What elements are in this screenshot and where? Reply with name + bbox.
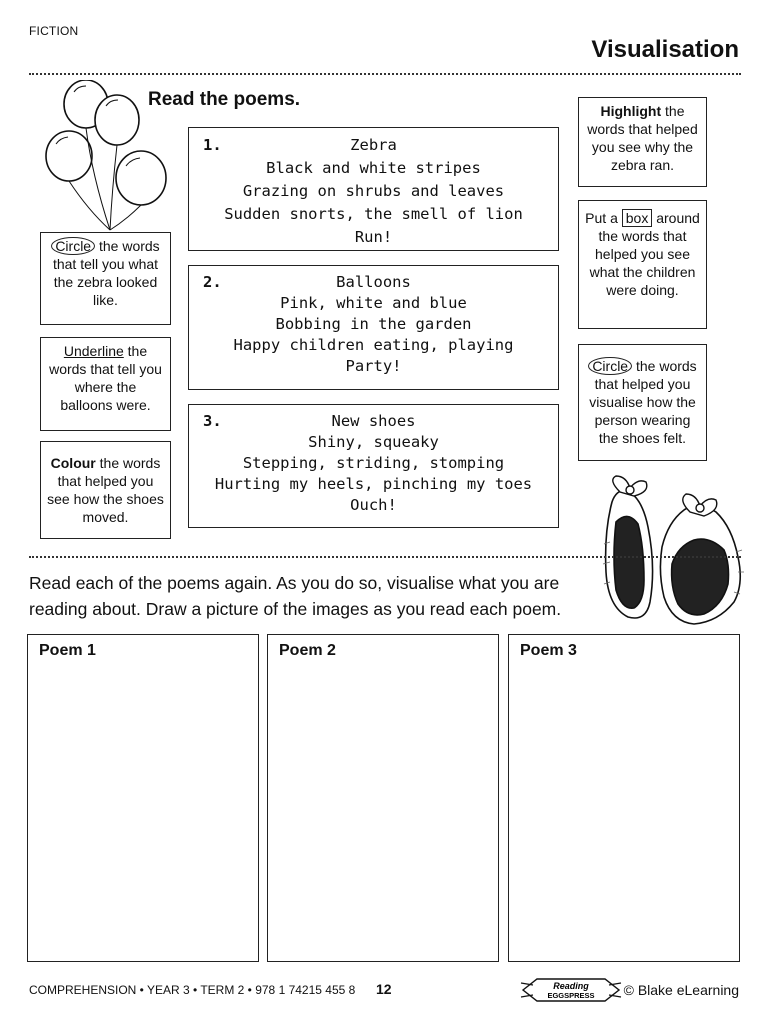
instruction-box-underline-balloons bbox=[40, 337, 171, 431]
logo-text-top: Reading bbox=[553, 981, 589, 991]
drawing-box-label: Poem 1 bbox=[39, 642, 96, 659]
category-label: FICTION bbox=[29, 24, 79, 38]
instruction-text: around the words that helped you see what the children were doing. bbox=[589, 210, 700, 298]
poem-number: 1. bbox=[203, 136, 222, 154]
poem-title: New shoes bbox=[331, 412, 416, 430]
page-number: 12 bbox=[376, 981, 392, 997]
instruction-box-box-children bbox=[578, 200, 707, 329]
drawing-instructions: Read each of the poems again. As you do so, visualise what you are reading about. Draw a picture of the images as you read each poem. bbox=[29, 573, 562, 619]
footer-publication-info: COMPREHENSION • YEAR 3 • TERM 2 • 978 1 74215 455 8 bbox=[29, 983, 356, 997]
underline-keyword: Underline bbox=[63, 343, 124, 359]
poem-line: Black and white stripes bbox=[266, 159, 481, 177]
instruction-text: the words that helped you see how the shoes moved. bbox=[47, 455, 164, 525]
instruction-box-highlight-zebra bbox=[578, 97, 707, 187]
poem-line: Stepping, striding, stomping bbox=[242, 454, 505, 472]
drawing-box-poem-3[interactable] bbox=[508, 634, 740, 962]
poem-line: Grazing on shrubs and leaves bbox=[242, 182, 505, 200]
poem-line: Shiny, squeaky bbox=[308, 433, 439, 451]
poem-line: Bobbing in the garden bbox=[275, 315, 472, 333]
poem-line: Ouch! bbox=[350, 496, 397, 514]
poem-line: Happy children eating, playing bbox=[233, 336, 514, 354]
instruction-text: the words that helped you see why the zebra ran. bbox=[587, 103, 698, 173]
middle-divider bbox=[29, 556, 741, 558]
drawing-box-label: Poem 2 bbox=[279, 642, 336, 659]
top-divider bbox=[29, 73, 741, 75]
circle-keyword: Circle bbox=[51, 237, 95, 255]
copyright-text: © Blake eLearning bbox=[623, 982, 739, 998]
page-title: Visualisation bbox=[591, 36, 739, 63]
poem-line: Pink, white and blue bbox=[280, 294, 467, 312]
drawing-box-poem-2[interactable] bbox=[267, 634, 499, 962]
reading-eggspress-logo bbox=[519, 973, 623, 1007]
section-heading: Read the poems. bbox=[148, 89, 301, 110]
instruction-box-circle-zebra bbox=[40, 232, 171, 325]
poem-title: Zebra bbox=[350, 136, 397, 154]
colour-keyword: Colour bbox=[50, 455, 96, 471]
poem-number: 3. bbox=[203, 412, 222, 430]
poem-box-1 bbox=[188, 127, 559, 251]
instruction-text: the words that tell you what the zebra looked like. bbox=[52, 238, 160, 308]
instruction-text: Put a bbox=[585, 210, 622, 226]
poem-line: Hurting my heels, pinching my toes bbox=[214, 475, 533, 493]
drawing-box-label: Poem 3 bbox=[520, 642, 577, 659]
poem-line: Run! bbox=[354, 228, 393, 246]
instruction-text: the words that tell you where the balloons were. bbox=[49, 343, 162, 413]
logo-text-bottom: EGGSPRESS bbox=[547, 991, 595, 1000]
highlight-keyword: Highlight bbox=[600, 103, 662, 119]
circle-keyword: Circle bbox=[588, 357, 632, 375]
poem-number: 2. bbox=[203, 273, 222, 291]
drawing-box-poem-1[interactable] bbox=[27, 634, 259, 962]
shoes-illustration bbox=[598, 472, 744, 630]
poem-title: Balloons bbox=[336, 273, 411, 291]
instruction-box-colour-shoes bbox=[40, 441, 171, 539]
box-keyword: box bbox=[622, 209, 653, 227]
poem-box-3 bbox=[188, 404, 559, 528]
instruction-text: the words that helped you visualise how the person wearing the shoes felt. bbox=[589, 358, 697, 446]
instruction-box-circle-shoes bbox=[578, 344, 707, 461]
poem-box-2 bbox=[188, 265, 559, 390]
poem-line: Party! bbox=[345, 357, 402, 375]
poem-line: Sudden snorts, the smell of lion bbox=[224, 205, 523, 223]
